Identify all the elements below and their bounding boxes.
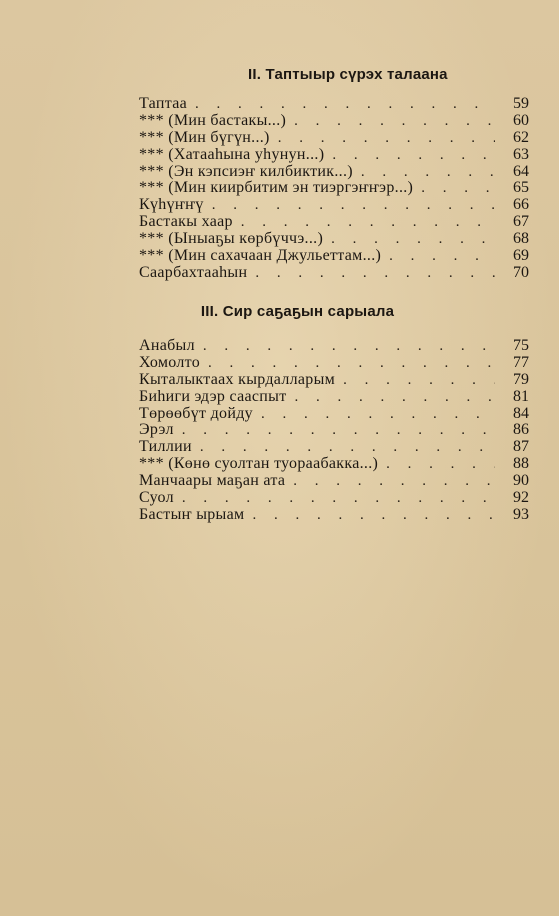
dot-leader (203, 338, 495, 355)
toc-entry-title: Анабыл (139, 337, 195, 354)
toc-entry-page: 70 (513, 263, 529, 281)
toc-entry-page: 69 (513, 247, 529, 265)
toc-entry (139, 130, 529, 147)
toc-entry-title: Бастакы хаар (139, 213, 233, 231)
toc-entry (139, 214, 529, 231)
toc-entry-page: 66 (513, 196, 529, 214)
toc-entry (139, 265, 529, 282)
dot-leader (182, 422, 495, 439)
toc-entry (139, 164, 529, 181)
dot-leader (241, 214, 495, 231)
toc-entry-title: *** (Хатааһына уһунун...) (139, 145, 325, 163)
toc-entry-page: 64 (513, 162, 529, 180)
toc-entry-page: 75 (513, 337, 529, 354)
dot-leader (278, 130, 495, 147)
toc-list-section-3 (139, 338, 529, 524)
toc-entry-page: 77 (513, 353, 529, 371)
toc-entry-title: Эрэл (139, 421, 174, 439)
toc-entry-title: Кыталыктаах кырдалларым (139, 370, 336, 388)
toc-entry-title: *** (Мин бүгүн...) (139, 128, 270, 146)
toc-list-section-2 (139, 96, 529, 282)
toc-entry-title: Күһүҥҥү (139, 196, 204, 214)
dot-leader (331, 231, 495, 248)
toc-entry (139, 248, 529, 265)
toc-entry-title: Манчаары маҕан ата (139, 472, 286, 490)
toc-entry-page: 67 (513, 213, 529, 231)
toc-entry (139, 389, 529, 406)
dot-leader (252, 507, 495, 524)
dot-leader (332, 147, 495, 164)
toc-entry-title: Суол (139, 489, 174, 507)
toc-entry-page: 93 (513, 505, 529, 523)
toc-entry (139, 147, 529, 164)
toc-entry (139, 422, 529, 439)
toc-entry-page: 79 (513, 370, 529, 388)
dot-leader (293, 473, 495, 490)
toc-entry (139, 372, 529, 389)
dot-leader (295, 389, 496, 406)
toc-entry (139, 180, 529, 197)
toc-entry-page: 84 (513, 404, 529, 422)
toc-entry (139, 197, 529, 214)
toc-entry-title: *** (Ыныаҕы көрбүччэ...) (139, 230, 324, 248)
toc-entry-title: Биһиги эдэр сааспыт (139, 387, 287, 405)
toc-entry-page: 65 (513, 179, 529, 197)
toc-entry (139, 507, 529, 524)
dot-leader (255, 265, 495, 282)
toc-entry (139, 473, 529, 490)
toc-entry (139, 113, 529, 130)
toc-entry-title: Төрөөбүт дойду (139, 404, 253, 422)
toc-entry-page: 81 (513, 387, 529, 405)
toc-entry-page: 59 (513, 95, 529, 112)
toc-entry (139, 490, 529, 507)
dot-leader (200, 439, 495, 456)
dot-leader (208, 355, 495, 372)
section-heading-3: III. Сир саҕаҕын сарыала (200, 303, 395, 320)
section-heading-2: II. Таптыыр сүрэх талаана (248, 66, 448, 83)
toc-entry-title: *** (Көнө суолтан туораабакка...) (139, 455, 379, 473)
toc-entry-title: *** (Мин бастакы...) (139, 111, 287, 129)
toc-entry (139, 231, 529, 248)
toc-entry-page: 60 (513, 111, 529, 129)
dot-leader (389, 248, 495, 265)
dot-leader (421, 180, 495, 197)
dot-leader (386, 456, 495, 473)
toc-entry-page: 90 (513, 472, 529, 490)
toc-entry-title: *** (Мин киирбитим эн тиэргэҥҥэр...) (139, 179, 414, 197)
toc-entry (139, 338, 529, 355)
toc-entry-page: 87 (513, 438, 529, 456)
toc-entry-page: 63 (513, 145, 529, 163)
dot-leader (195, 96, 495, 113)
dot-leader (361, 164, 495, 181)
toc-entry-page: 88 (513, 455, 529, 473)
toc-entry (139, 456, 529, 473)
toc-entry (139, 406, 529, 423)
dot-leader (261, 406, 495, 423)
toc-entry-title: Бастыҥ ырыам (139, 505, 245, 523)
toc-entry-page: 92 (513, 489, 529, 507)
toc-entry-page: 68 (513, 230, 529, 248)
dot-leader (212, 197, 495, 214)
toc-entry-title: Тиллии (139, 438, 192, 456)
toc-entry-title: *** (Эн кэпсиэҥ килбиктик...) (139, 162, 353, 180)
toc-entry-page: 86 (513, 421, 529, 439)
toc-entry (139, 439, 529, 456)
toc-entry (139, 355, 529, 372)
toc-entry-title: Хомолто (139, 353, 201, 371)
toc-entry (139, 96, 529, 113)
toc-entry-title: *** (Мин сахачаан Джульеттам...) (139, 247, 382, 265)
toc-entry-title: Таптаа (139, 95, 188, 112)
dot-leader (343, 372, 495, 389)
dot-leader (182, 490, 495, 507)
toc-entry-page: 62 (513, 128, 529, 146)
toc-entry-title: Саарбахтааһын (139, 263, 248, 281)
dot-leader (294, 113, 495, 130)
